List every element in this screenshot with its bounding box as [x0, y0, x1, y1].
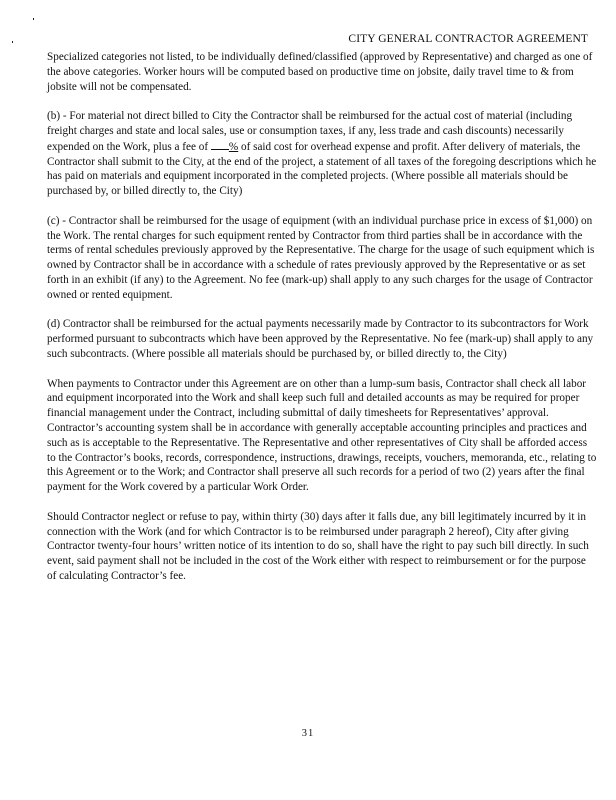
page-number: 31 — [301, 728, 315, 739]
fee-percent-blank — [211, 139, 229, 150]
paragraph-c-equipment: (c) - Contractor shall be reimbursed for the usage of equipment (with an individual purchase price in excess of $1,000) on the Work. The rental charges for such equipment rented by Contractor from third parties shall be in accordance with the terms of rental schedules previously approved by the Representative. The charge for the usage of such equipment which is owned by Contractor shall be in accordance with a schedule of rates previously approved by the Representative or as set forth in an exhibit (if any) to the Agreement. No fee (mark-up) shall apply to any such charges for the usage of Contractor owned or rented equipment. — [47, 214, 595, 301]
paragraph-b-material — [47, 109, 597, 199]
paragraph-b-text-start: (b) - For material not direct billed to City the Contractor shall be reimbursed for the actual cost of material (including freight charges and state and local sales, use or consumption taxes, if any, less trade and cash discounts) necessarily expended on the Work, plus a fee of — [47, 110, 573, 153]
percent-sign: % — [228, 140, 239, 153]
paragraph-accounting: When payments to Contractor under this Agreement are on other than a lump-sum basis, Contractor shall check all labor and equipment incorporated into the Work and shall keep such full and detailed accounts as may be required for proper financial management under the Contract, including submittal of daily timesheets for Representatives’ approval. Contractor’s accounting system shall be in accordance with generally acceptable accounting principles and practices and such as is acceptable to the Representative. The Representative and other representatives of City shall be afforded access to the Contractor’s books, records, correspondence, instructions, drawings, receipts, vouchers, memoranda, etc., relating to this Agreement or to the Work; and Contractor shall preserve all such records for a period of two (2) years after the final payment for the Work covered by a particular Work Order. — [47, 377, 597, 494]
scan-speck — [12, 41, 13, 43]
document-header: CITY GENERAL CONTRACTOR AGREEMENT — [348, 33, 588, 45]
paragraph-b-text-end: of said cost for overhead expense and profit. After delivery of materials, the Contractor shall submit to the City, at the end of the project, a statement of all taxes of the foregoing descriptions which he has paid on materials and equipment incorporated in the completed projects. (Where possible all materials should be purchased by, or billed directly to, the City) — [47, 140, 597, 198]
paragraph-specialized-categories: Specialized categories not listed, to be individually defined/classified (approved by Representative) and charged as one of the above categories. Worker hours will be computed based on productive time on jobsite, daily travel time to & from jobsite will not be compensated. — [47, 51, 593, 93]
paragraph-d-subcontractors: (d) Contractor shall be reimbursed for the actual payments necessarily made by Contractor to its subcontractors for Work performed pursuant to subcontracts which have been approved by the Representative. No fee (mark-up) shall apply to any such subcontracts. (Where possible all materials should be purchased by, or billed directly to, the City) — [47, 318, 594, 360]
document-body — [47, 50, 597, 598]
scan-speck — [33, 18, 34, 20]
paragraph-unpaid-bills: Should Contractor neglect or refuse to pay, within thirty (30) days after it falls due, any bill legitimately incurred by it in connection with the Work (and for which Contractor is to be reimbursed under paragraph 2 hereof), City after giving Contractor twenty-four hours’ written notice of its intention to do so, shall have the right to pay such bill directly. In such event, said payment shall not be included in the cost of the Work either with respect to reimbursement or for the purpose of calculating Contractor’s fee. — [47, 510, 589, 582]
